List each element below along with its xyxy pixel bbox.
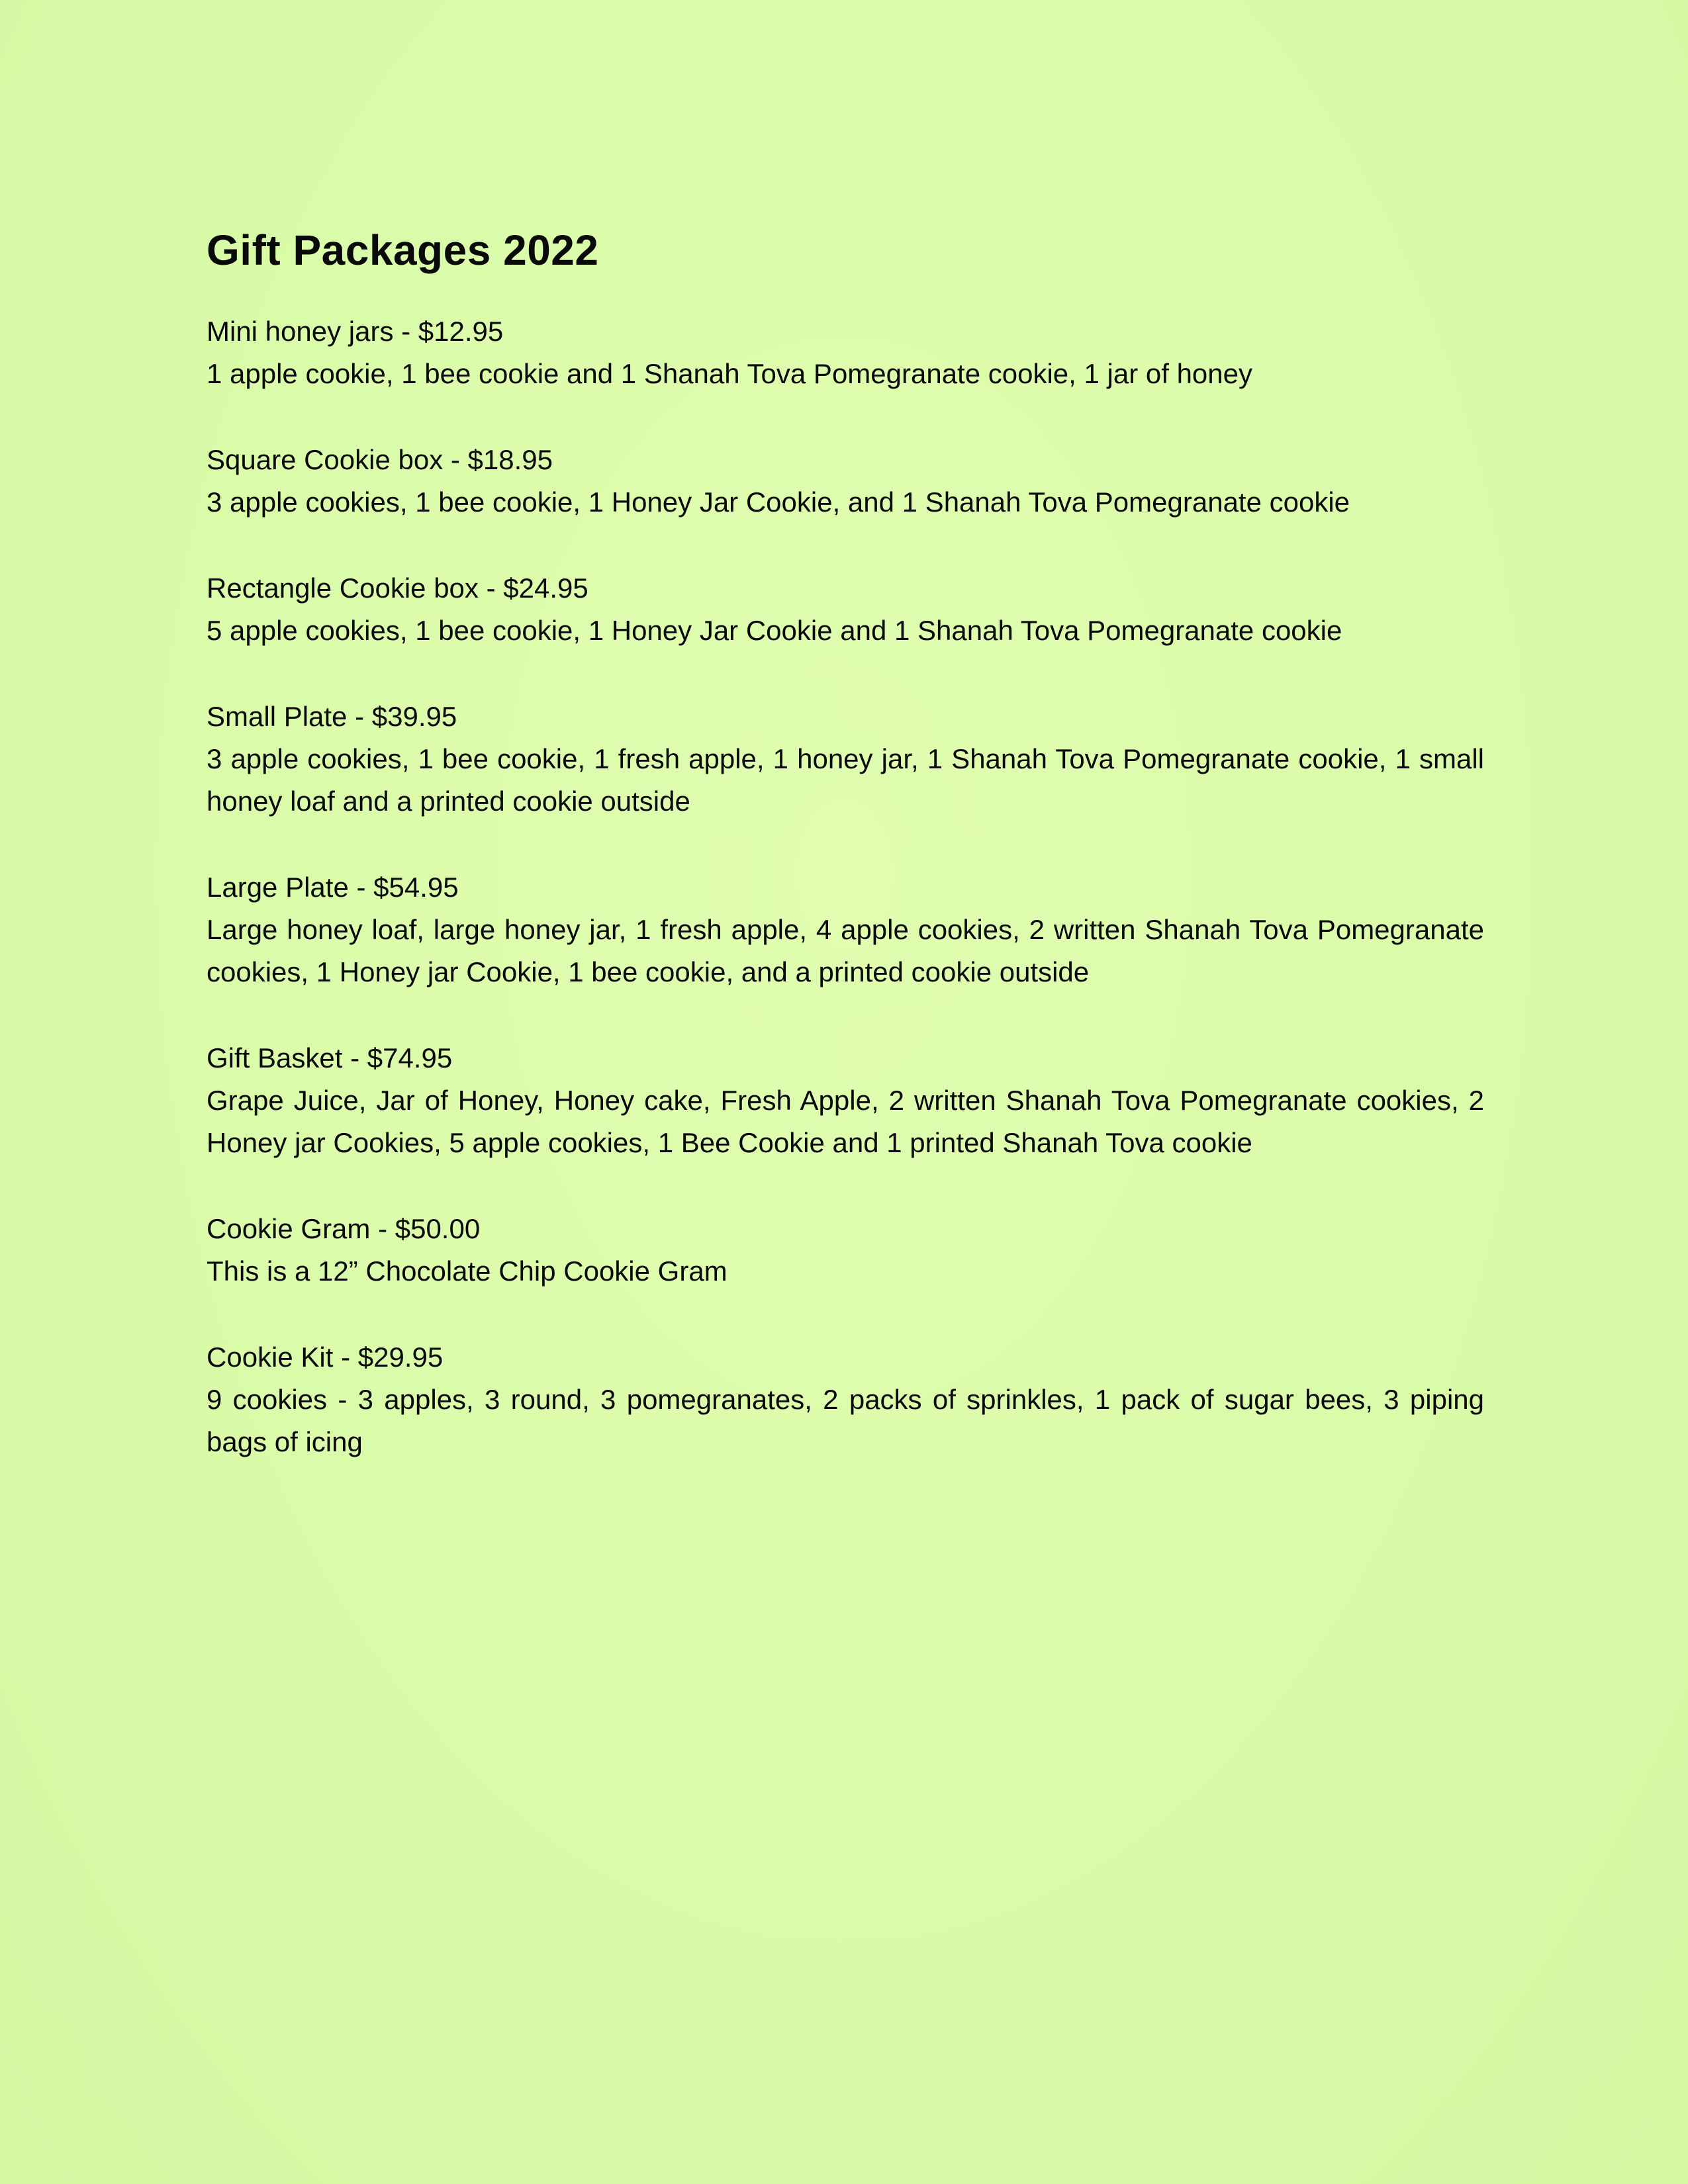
package-cookie-gram (207, 1208, 1484, 1293)
package-description: 3 apple cookies, 1 bee cookie, 1 Honey Jar Cookie, and 1 Shanah Tova Pomegranate cookie (207, 486, 1350, 518)
package-description: 1 apple cookie, 1 bee cookie and 1 Shanah Tova Pomegranate cookie, 1 jar of honey (207, 357, 1253, 389)
package-description: 3 apple cookies, 1 bee cookie, 1 fresh apple, 1 honey jar, 1 Shanah Tova Pomegranate cookie, 1 small honey loaf and a printed cookie outside (207, 743, 1484, 817)
package-description: Large honey loaf, large honey jar, 1 fresh apple, 4 apple cookies, 2 written Shanah Tova Pomegranate cookies, 1 Honey jar Cookie, 1 bee cookie, and a printed cookie outside (207, 913, 1484, 987)
package-cookie-kit (207, 1336, 1484, 1463)
package-small-plate (207, 696, 1484, 823)
package-title: Small Plate - $39.95 (207, 700, 457, 732)
package-square-cookie-box (207, 439, 1484, 523)
page-title: Gift Packages 2022 (207, 226, 599, 274)
package-title: Gift Basket - $74.95 (207, 1042, 453, 1073)
package-title: Cookie Kit - $29.95 (207, 1341, 444, 1373)
package-title: Rectangle Cookie box - $24.95 (207, 572, 588, 604)
package-description: Grape Juice, Jar of Honey, Honey cake, Fresh Apple, 2 written Shanah Tova Pomegranate cookies, 2 Honey jar Cookies, 5 apple cookies, 1 Bee Cookie and 1 printed Shanah Tova cookie (207, 1084, 1484, 1158)
package-description: This is a 12” Chocolate Chip Cookie Gram (207, 1255, 727, 1287)
package-title: Mini honey jars - $12.95 (207, 315, 504, 347)
package-title: Cookie Gram - $50.00 (207, 1212, 481, 1244)
package-rectangle-cookie-box (207, 567, 1484, 652)
package-large-plate (207, 866, 1484, 993)
package-title: Large Plate - $54.95 (207, 871, 459, 903)
document-content (207, 225, 1484, 1507)
package-title: Square Cookie box - $18.95 (207, 443, 553, 475)
package-gift-basket (207, 1037, 1484, 1164)
package-mini-honey-jars (207, 310, 1484, 395)
package-description: 9 cookies - 3 apples, 3 round, 3 pomegranates, 2 packs of sprinkles, 1 pack of sugar bees, 3 piping bags of icing (207, 1383, 1484, 1457)
package-description: 5 apple cookies, 1 bee cookie, 1 Honey Jar Cookie and 1 Shanah Tova Pomegranate cookie (207, 614, 1342, 646)
